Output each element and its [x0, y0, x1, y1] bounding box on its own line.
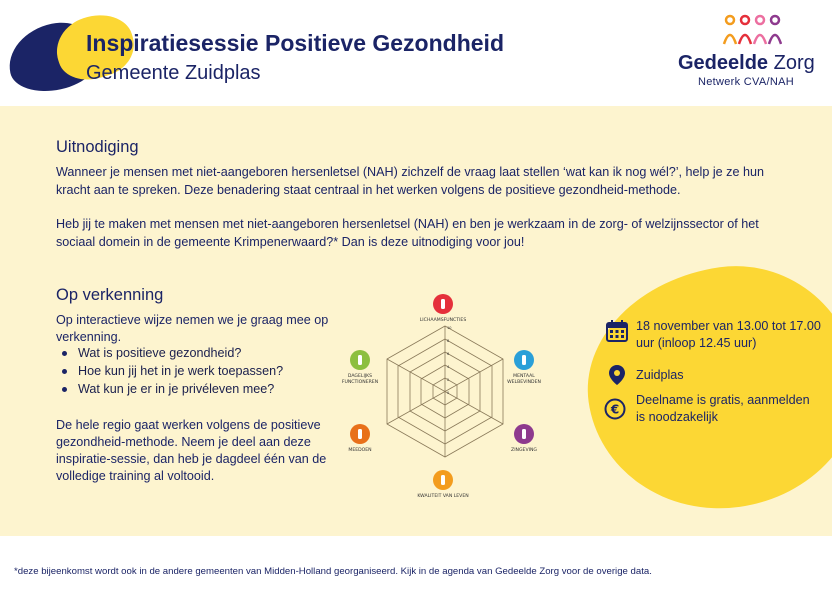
euro-icon — [604, 398, 626, 420]
paragraph-line: volledige training al voltooid. — [56, 469, 215, 483]
bullet-item: Wat kun je er in je privéleven mee? — [56, 380, 283, 398]
paragraph-line: kracht aan te spreken. Deze benadering staat centraal in het werken volgens de positieve gezondheid-methode. — [56, 183, 681, 197]
people-figures-icon — [722, 14, 782, 48]
paragraph-line: De hele regio gaat werken volgens de positieve — [56, 418, 321, 432]
paragraph-line: Wanneer je mensen met niet-aangeboren hersenletsel (NAH) zichzelf de vraag laat stellen ‘wat kan ik nog wél?’, help je ze hun — [56, 165, 764, 179]
dimension-label: DAGELIJKS — [347, 374, 373, 379]
paragraph-line: sociaal domein in de gemeente Krimpenerwaard?* Dan is deze uitnodiging voor jou! — [56, 235, 525, 249]
dimension-label: MENTAAL — [513, 374, 535, 379]
positive-health-spider-web — [330, 284, 560, 514]
location-pin-icon — [606, 364, 628, 386]
page-title: Inspiratiesessie Positieve Gezondheid — [86, 30, 504, 56]
event-date-line: 18 november van 13.00 tot 17.00 — [636, 319, 821, 333]
dimension-label: MEEDOEN — [348, 448, 372, 453]
section-heading-uitnodiging: Uitnodiging — [56, 138, 139, 156]
logo-wordmark: Gedeelde Zorg — [678, 52, 815, 74]
paragraph-line: Heb jij te maken met mensen met niet-aangeboren hersenletsel (NAH) en ben je werkzaam in de zorg- of welzijnssector of het — [56, 217, 759, 231]
logo-subtitle: Netwerk CVA/NAH — [698, 76, 794, 88]
paragraph-line: Op interactieve wijze nemen we je graag mee op — [56, 313, 329, 327]
dimension-label: LICHAAMSFUNCTIES — [419, 318, 467, 323]
header — [0, 0, 832, 106]
info-blob — [573, 250, 832, 525]
dimension-label: KWALITEIT VAN LEVEN — [417, 494, 469, 499]
dimension-icons — [347, 294, 534, 490]
event-location: Zuidplas — [636, 368, 684, 382]
bullet-item: Wat is positieve gezondheid? — [56, 344, 283, 362]
scale-tick: 2 — [447, 378, 450, 382]
section-heading-verkenning: Op verkenning — [56, 286, 164, 304]
paragraph-line: verkenning. — [56, 330, 122, 344]
page-subtitle: Gemeente Zuidplas — [86, 62, 261, 84]
scale-tick: 6 — [447, 352, 450, 356]
dimension-label: FUNCTIONEREN — [341, 380, 379, 385]
scale-tick: 4 — [447, 365, 450, 369]
dimension-label: WELBEVINDEN — [507, 380, 541, 385]
event-fee-line: Deelname is gratis, aanmelden — [636, 393, 810, 407]
paragraph-line: gezondheid-methode. Neem je deel aan deze — [56, 435, 311, 449]
paragraph-line: inspiratie-sessie, dan heb je dagdeel één van de — [56, 452, 327, 466]
svg-text:€: € — [610, 402, 620, 417]
scale-tick: 0 — [447, 391, 450, 395]
dimension-label: ZINGEVING — [511, 448, 537, 453]
scale-tick: 8 — [447, 339, 450, 343]
bullet-item: Hoe kun jij het in je werk toepassen? — [56, 362, 283, 380]
footnote: *deze bijeenkomst wordt ook in de andere gemeenten van Midden-Holland georganiseerd. Kijk in de agenda van Gedeelde Zorg voor de overige data. — [14, 566, 652, 577]
event-fee-line: is noodzakelijk — [636, 410, 718, 424]
gedeelde-zorg-logo — [672, 14, 828, 94]
main-content — [0, 106, 832, 536]
event-date-line: uur (inloop 12.45 uur) — [636, 336, 757, 350]
calendar-icon — [606, 320, 628, 342]
scale-tick: 10 — [447, 326, 452, 330]
bullet-list — [56, 344, 283, 398]
